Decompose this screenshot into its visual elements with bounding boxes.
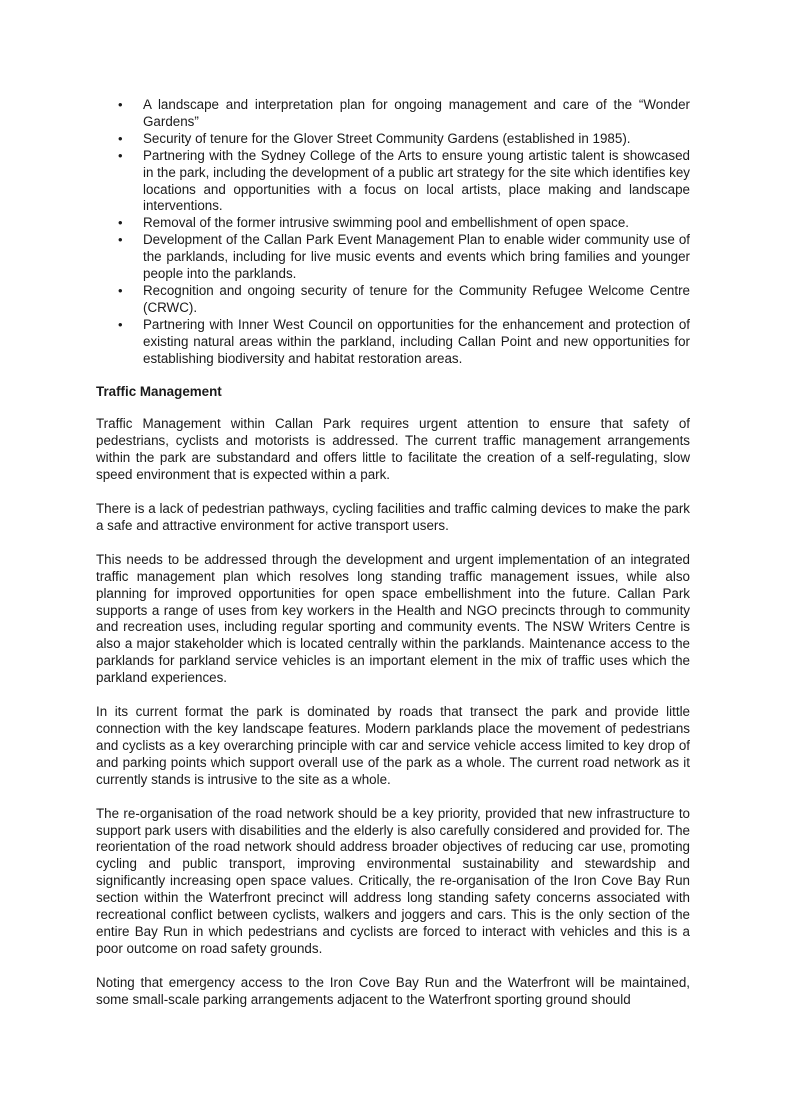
bullet-list [96,97,690,368]
paragraph: Traffic Management within Callan Park requires urgent attention to ensure that safety of pedestrians, cyclists and motorists is addressed. The current traffic management arrangements within the park are substandard and offers little to facilitate the creation of a self-regulating, slow speed environment that is expected within a park. [96,416,690,483]
bullet-text: Partnering with Inner West Council on opportunities for the enhancement and protection of existing natural areas within the parkland, including Callan Point and new opportunities for establishing biodiversity and habitat restoration areas. [143,316,690,366]
bullet-icon: • [118,147,123,163]
bullet-icon: • [118,316,123,332]
bullet-item [96,215,690,232]
bullet-item [96,283,690,317]
section-heading: Traffic Management [96,383,222,399]
bullet-icon: • [118,282,123,298]
bullet-item [96,232,690,283]
paragraph: This needs to be addressed through the development and urgent implementation of an integrated traffic management plan which resolves long standing traffic management issues, while also planning for improved opportunities for open space embellishment into the future. Callan Park supports a range of uses from key workers in the Health and NGO precincts through to community and recreation uses, including regular sporting and community events. The NSW Writers Centre is also a major stakeholder which is located centrally within the parklands. Maintenance access to the parklands for parkland service vehicles is an important element in the mix of traffic uses which the parkland experiences. [96,551,690,686]
bullet-text: Removal of the former intrusive swimming pool and embellishment of open space. [143,215,630,231]
paragraph: The re-organisation of the road network should be a key priority, provided that new infrastructure to support park users with disabilities and the elderly is also carefully considered and provided for. The reorientation of the road network should address broader objectives of reducing car use, promoting cycling and public transport, improving environmental sustainability and stewardship and significantly increasing open space values. Critically, the re-organisation of the Iron Cove Bay Run section within the Waterfront precinct will address long standing safety concerns associated with recreational conflict between cyclists, walkers and joggers and cars. This is the only section of the entire Bay Run in which pedestrians and cyclists are forced to interact with vehicles and this is a poor outcome on road safety grounds. [96,805,690,956]
bullet-item [96,148,690,216]
paragraph: In its current format the park is dominated by roads that transect the park and provide little connection with the key landscape features. Modern parklands place the movement of pedestrians and cyclists as a key overarching principle with car and service vehicle access limited to key drop of and parking points which support overall use of the park as a whole. The current road network as it currently stands is intrusive to the site as a whole. [96,704,690,787]
paragraph: Noting that emergency access to the Iron Cove Bay Run and the Waterfront will be maintained, some small-scale parking arrangements adjacent to the Waterfront sporting ground should [96,974,690,1007]
bullet-icon: • [118,215,123,231]
bullet-text: Recognition and ongoing security of tenure for the Community Refugee Welcome Centre (CRWC). [143,282,690,315]
bullet-item [96,317,690,368]
document-page [96,97,690,1026]
bullet-text: Partnering with the Sydney College of the Arts to ensure young artistic talent is showcased in the park, including the development of a public art strategy for the site which identifies key locations and opportunities with a focus on local artists, place making and landscape interventions. [143,147,690,214]
bullet-item [96,131,690,148]
bullet-text: A landscape and interpretation plan for ongoing management and care of the “Wonder Gardens” [143,97,690,129]
paragraph: There is a lack of pedestrian pathways, cycling facilities and traffic calming devices to make the park a safe and attractive environment for active transport users. [96,501,690,533]
bullet-text: Security of tenure for the Glover Street Community Gardens (established in 1985). [143,130,631,146]
bullet-item [96,97,690,131]
bullet-icon: • [118,232,123,248]
bullet-icon: • [118,130,123,146]
bullet-text: Development of the Callan Park Event Management Plan to enable wider community use of the parklands, including for live music events and events which bring families and younger people into the parklands. [143,232,690,282]
bullet-icon: • [118,97,123,112]
